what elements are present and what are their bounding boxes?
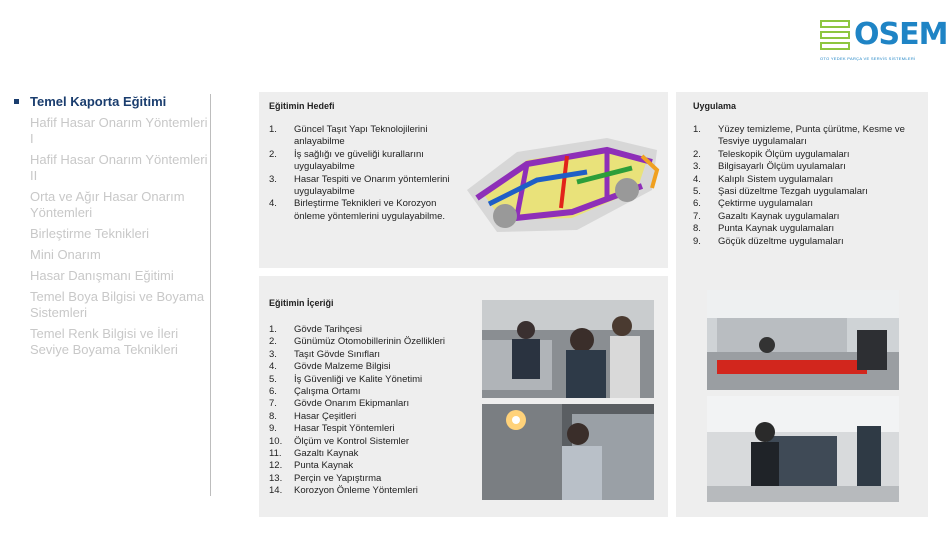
logo-tagline: OTO YEDEK PARÇA VE SERVİS SİSTEMLERİ	[820, 56, 916, 61]
list-text: Gövde Onarım Ekipmanları	[294, 398, 410, 410]
list-item	[693, 174, 923, 186]
list-text: Göçük düzeltme uygulamaları	[718, 235, 844, 247]
list-text: Punta Kaynak	[294, 460, 354, 472]
sidebar-item[interactable]: Temel Boya Bilgisi ve Boyama Sistemleri	[30, 289, 205, 320]
list-number: 7.	[693, 210, 701, 222]
list-text: Gazaltı Kaynak	[294, 448, 359, 460]
osem-logo	[820, 17, 948, 62]
workshop-photo-1	[482, 300, 654, 398]
sidebar-item[interactable]: Hafif Hasar Onarım Yöntemleri I	[30, 115, 208, 146]
list-text: Gövde Tarihçesi	[294, 324, 362, 335]
list-text: Gazaltı Kaynak uygulamaları	[718, 210, 840, 222]
list-text: Bilgisayarlı Ölçüm uyulamaları	[718, 161, 846, 173]
list-item	[269, 149, 469, 174]
list-text: Korozyon Önleme Yöntemleri	[294, 485, 418, 497]
list-number: 2.	[269, 336, 277, 348]
goal-list	[269, 124, 469, 223]
list-number: 8.	[269, 410, 277, 422]
list-number: 11.	[269, 448, 282, 460]
sidebar-item[interactable]: Mini Onarım	[30, 247, 101, 262]
list-number: 10.	[269, 435, 283, 447]
list-item	[693, 236, 923, 248]
list-item	[269, 124, 469, 149]
list-text: Çalışma Ortamı	[294, 386, 361, 398]
logo-word: OSEM	[854, 17, 948, 52]
logo-bars-icon	[820, 20, 850, 50]
list-item	[269, 349, 484, 361]
panel-title: Eğitimin Hedefi	[269, 101, 335, 111]
list-text: Perçin ve Yapıştırma	[294, 472, 382, 484]
car-body-illustration	[457, 120, 665, 238]
list-text: Birleştirme Teknikleri ve Korozyon önleme yöntemlerini uygulayabilme.	[294, 198, 446, 222]
list-text: Punta Kaynak uygulamaları	[718, 223, 835, 235]
list-number: 4.	[269, 198, 277, 210]
list-number: 6.	[693, 198, 701, 210]
list-item	[693, 223, 923, 235]
sidebar-divider	[210, 94, 211, 496]
list-text: Günümüz Otomobillerinin Özellikleri	[294, 336, 445, 348]
list-number: 1.	[269, 124, 277, 135]
list-text: Çektirme uygulamaları	[718, 198, 814, 210]
sidebar-item[interactable]: Temel Kaporta Eğitimi	[14, 94, 210, 110]
sidebar-item[interactable]: Orta ve Ağır Hasar Onarım Yöntemleri	[30, 189, 185, 220]
list-number: 4.	[693, 173, 701, 185]
list-text: İş sağlığı ve güveliği kurallarını uygulayabilme	[294, 148, 424, 173]
workshop-photo-2	[482, 404, 654, 500]
list-item	[693, 149, 923, 161]
list-number: 1.	[269, 324, 277, 335]
sidebar-item[interactable]: Birleştirme Teknikleri	[30, 226, 149, 241]
list-number: 3.	[693, 161, 701, 173]
list-text: Hasar Tespiti ve Onarım yöntemlerini uygulayabilme	[294, 173, 450, 198]
list-text: Güncel Taşıt Yapı Teknolojilerini anlayabilme	[294, 124, 428, 148]
list-item	[269, 460, 484, 472]
list-item	[269, 174, 469, 199]
list-item	[269, 398, 484, 410]
list-number: 13.	[269, 472, 283, 484]
list-number: 3.	[269, 348, 277, 360]
practice-list	[693, 124, 923, 248]
list-number: 6.	[269, 386, 277, 398]
sidebar	[14, 94, 210, 363]
list-item	[269, 473, 484, 485]
list-text: Teleskopik Ölçüm uygulamaları	[718, 148, 850, 160]
list-item	[269, 411, 484, 423]
list-text: Taşıt Gövde Sınıfları	[294, 348, 381, 360]
sidebar-item[interactable]: Hafif Hasar Onarım Yöntemleri II	[30, 152, 208, 183]
list-item	[269, 324, 484, 336]
list-text: Kalıplı Sistem uygulamaları	[718, 173, 834, 185]
list-item	[269, 485, 484, 497]
list-item	[693, 211, 923, 223]
list-number: 12.	[269, 460, 283, 472]
list-item	[269, 198, 469, 223]
list-number: 14.	[269, 485, 283, 497]
list-item	[269, 374, 484, 386]
list-number: 4.	[269, 361, 277, 373]
list-number: 1.	[693, 124, 701, 135]
list-number: 3.	[269, 173, 277, 185]
list-text: Yüzey temizleme, Punta çürütme, Kesme ve Tesviye uygulamaları	[718, 124, 905, 148]
list-number: 8.	[693, 223, 701, 235]
list-item	[269, 361, 484, 373]
panel-title: Eğitimin İçeriği	[269, 298, 334, 308]
panel-title: Uygulama	[693, 101, 737, 111]
list-number: 7.	[269, 398, 277, 410]
sidebar-item[interactable]: Temel Renk Bilgisi ve İleri Seviye Boyama Teknikleri	[30, 326, 179, 357]
list-item	[269, 448, 484, 460]
list-text: İş Güvenliği ve Kalite Yönetimi	[294, 373, 423, 385]
list-number: 9.	[693, 235, 701, 247]
list-number: 5.	[693, 186, 701, 198]
list-text: Hasar Tespit Yöntemleri	[294, 423, 395, 435]
workshop-photo-4	[707, 396, 899, 502]
panel-training-content	[259, 276, 668, 517]
list-number: 9.	[269, 423, 277, 435]
list-item	[693, 198, 923, 210]
list-text: Şasi düzeltme Tezgah uygulamaları	[718, 186, 868, 198]
panel-practice	[676, 92, 928, 517]
list-item	[269, 436, 484, 448]
list-item	[269, 423, 484, 435]
list-number: 5.	[269, 373, 277, 385]
list-text: Hasar Çeşitleri	[294, 410, 357, 422]
list-item	[269, 386, 484, 398]
list-item	[693, 124, 923, 149]
list-item	[269, 336, 484, 348]
list-text: Gövde Malzeme Bilgisi	[294, 361, 391, 373]
list-text: Ölçüm ve Kontrol Sistemler	[294, 435, 410, 447]
list-number: 2.	[693, 148, 701, 160]
content-list	[269, 324, 484, 498]
list-item	[693, 161, 923, 173]
list-item	[693, 186, 923, 198]
panel-training-goal	[259, 92, 668, 268]
list-number: 2.	[269, 148, 277, 160]
sidebar-item[interactable]: Hasar Danışmanı Eğitimi	[30, 268, 174, 283]
workshop-photo-3	[707, 290, 899, 390]
